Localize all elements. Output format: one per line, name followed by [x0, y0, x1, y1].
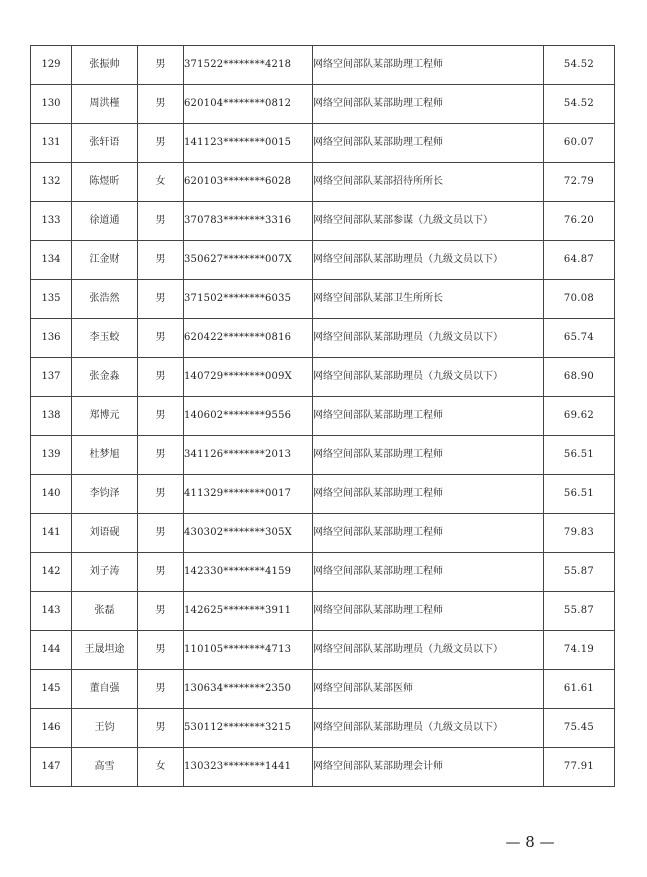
candidate-score: 65.74: [544, 319, 615, 358]
candidate-id-number: 140602********9556: [184, 397, 313, 436]
candidate-score: 68.90: [544, 358, 615, 397]
row-number: 136: [31, 319, 72, 358]
candidate-gender: 男: [138, 514, 184, 553]
candidate-id-number: 620103********6028: [184, 163, 313, 202]
row-number: 145: [31, 670, 72, 709]
row-number: 141: [31, 514, 72, 553]
candidate-id-number: 370783********3316: [184, 202, 313, 241]
row-number: 140: [31, 475, 72, 514]
applied-position: 网络空间部队某部助理会计师: [313, 748, 544, 787]
candidate-name: 陈煜昕: [72, 163, 138, 202]
table-row: [31, 358, 615, 397]
candidate-table-body: [31, 46, 615, 787]
applied-position: 网络空间部队某部招待所所长: [313, 163, 544, 202]
candidate-name: 李玉蛟: [72, 319, 138, 358]
candidate-gender: 男: [138, 124, 184, 163]
candidate-id-number: 142330********4159: [184, 553, 313, 592]
applied-position: 网络空间部队某部助理员（九级文员以下）: [313, 358, 544, 397]
candidate-id-number: 110105********4713: [184, 631, 313, 670]
row-number: 147: [31, 748, 72, 787]
candidate-name: 张磊: [72, 592, 138, 631]
candidate-name: 刘语砚: [72, 514, 138, 553]
table-row: [31, 670, 615, 709]
candidate-gender: 男: [138, 670, 184, 709]
table-row: [31, 709, 615, 748]
row-number: 143: [31, 592, 72, 631]
table-row: [31, 748, 615, 787]
candidate-id-number: 142625********3911: [184, 592, 313, 631]
candidate-name: 张轩语: [72, 124, 138, 163]
candidate-gender: 男: [138, 85, 184, 124]
candidate-gender: 女: [138, 748, 184, 787]
candidate-score: 77.91: [544, 748, 615, 787]
row-number: 139: [31, 436, 72, 475]
applied-position: 网络空间部队某部助理工程师: [313, 85, 544, 124]
candidate-id-number: 430302********305X: [184, 514, 313, 553]
candidate-id-number: 371522********4218: [184, 46, 313, 85]
candidate-score: 64.87: [544, 241, 615, 280]
row-number: 144: [31, 631, 72, 670]
candidate-score: 75.45: [544, 709, 615, 748]
table-row: [31, 514, 615, 553]
page-number: — 8 —: [505, 833, 555, 851]
applied-position: 网络空间部队某部参谋（九级文员以下）: [313, 202, 544, 241]
candidate-name: 高雪: [72, 748, 138, 787]
candidate-score: 61.61: [544, 670, 615, 709]
candidate-name: 郑博元: [72, 397, 138, 436]
applied-position: 网络空间部队某部医师: [313, 670, 544, 709]
candidate-score: 74.19: [544, 631, 615, 670]
applied-position: 网络空间部队某部助理工程师: [313, 553, 544, 592]
applied-position: 网络空间部队某部助理工程师: [313, 592, 544, 631]
candidate-score: 76.20: [544, 202, 615, 241]
candidate-gender: 男: [138, 592, 184, 631]
table-row: [31, 241, 615, 280]
applied-position: 网络空间部队某部助理员（九级文员以下）: [313, 241, 544, 280]
row-number: 129: [31, 46, 72, 85]
candidate-id-number: 130323********1441: [184, 748, 313, 787]
table-row: [31, 163, 615, 202]
candidate-gender: 男: [138, 358, 184, 397]
candidate-name: 徐道通: [72, 202, 138, 241]
candidate-name: 董自强: [72, 670, 138, 709]
row-number: 135: [31, 280, 72, 319]
candidate-gender: 男: [138, 280, 184, 319]
applied-position: 网络空间部队某部助理工程师: [313, 46, 544, 85]
candidate-id-number: 620104********0812: [184, 85, 313, 124]
candidate-gender: 男: [138, 397, 184, 436]
candidate-id-number: 341126********2013: [184, 436, 313, 475]
candidate-score: 69.62: [544, 397, 615, 436]
table-row: [31, 553, 615, 592]
candidate-score: 60.07: [544, 124, 615, 163]
table-row: [31, 631, 615, 670]
table-row: [31, 46, 615, 85]
applied-position: 网络空间部队某部助理员（九级文员以下）: [313, 631, 544, 670]
candidate-id-number: 530112********3215: [184, 709, 313, 748]
row-number: 134: [31, 241, 72, 280]
candidate-name: 周洪槿: [72, 85, 138, 124]
table-row: [31, 124, 615, 163]
row-number: 132: [31, 163, 72, 202]
applied-position: 网络空间部队某部助理员（九级文员以下）: [313, 709, 544, 748]
applied-position: 网络空间部队某部卫生所所长: [313, 280, 544, 319]
candidate-score: 54.52: [544, 85, 615, 124]
candidate-gender: 男: [138, 319, 184, 358]
candidate-gender: 女: [138, 163, 184, 202]
row-number: 146: [31, 709, 72, 748]
candidate-score: 70.08: [544, 280, 615, 319]
candidate-name: 李钧泽: [72, 475, 138, 514]
candidate-id-number: 411329********0017: [184, 475, 313, 514]
candidate-id-number: 140729********009X: [184, 358, 313, 397]
table-row: [31, 280, 615, 319]
candidate-gender: 男: [138, 202, 184, 241]
candidate-score: 54.52: [544, 46, 615, 85]
candidate-gender: 男: [138, 241, 184, 280]
candidate-gender: 男: [138, 475, 184, 514]
candidate-score: 56.51: [544, 436, 615, 475]
table-row: [31, 475, 615, 514]
row-number: 133: [31, 202, 72, 241]
row-number: 142: [31, 553, 72, 592]
table-row: [31, 319, 615, 358]
candidate-id-number: 130634********2350: [184, 670, 313, 709]
table-row: [31, 397, 615, 436]
candidate-id-number: 371502********6035: [184, 280, 313, 319]
candidate-gender: 男: [138, 46, 184, 85]
candidate-gender: 男: [138, 436, 184, 475]
candidate-name: 江金财: [72, 241, 138, 280]
row-number: 138: [31, 397, 72, 436]
candidate-name: 张浩然: [72, 280, 138, 319]
applied-position: 网络空间部队某部助理员（九级文员以下）: [313, 319, 544, 358]
candidate-name: 杜梦旭: [72, 436, 138, 475]
row-number: 137: [31, 358, 72, 397]
candidate-name: 王钧: [72, 709, 138, 748]
applied-position: 网络空间部队某部助理工程师: [313, 475, 544, 514]
candidate-score: 72.79: [544, 163, 615, 202]
table-row: [31, 202, 615, 241]
table-row: [31, 85, 615, 124]
candidate-score: 56.51: [544, 475, 615, 514]
applied-position: 网络空间部队某部助理工程师: [313, 436, 544, 475]
row-number: 130: [31, 85, 72, 124]
candidate-gender: 男: [138, 709, 184, 748]
candidate-score: 55.87: [544, 592, 615, 631]
candidate-score: 79.83: [544, 514, 615, 553]
candidate-score: 55.87: [544, 553, 615, 592]
candidate-name: 张金淼: [72, 358, 138, 397]
candidate-id-number: 350627********007X: [184, 241, 313, 280]
candidate-gender: 男: [138, 553, 184, 592]
candidate-id-number: 620422********0816: [184, 319, 313, 358]
candidate-name: 张振帅: [72, 46, 138, 85]
candidate-name: 刘子涛: [72, 553, 138, 592]
table-row: [31, 592, 615, 631]
candidate-table: [30, 45, 615, 787]
candidate-gender: 男: [138, 631, 184, 670]
applied-position: 网络空间部队某部助理工程师: [313, 397, 544, 436]
table-row: [31, 436, 615, 475]
applied-position: 网络空间部队某部助理工程师: [313, 514, 544, 553]
row-number: 131: [31, 124, 72, 163]
candidate-id-number: 141123********0015: [184, 124, 313, 163]
applied-position: 网络空间部队某部助理工程师: [313, 124, 544, 163]
candidate-name: 王晟坦途: [72, 631, 138, 670]
